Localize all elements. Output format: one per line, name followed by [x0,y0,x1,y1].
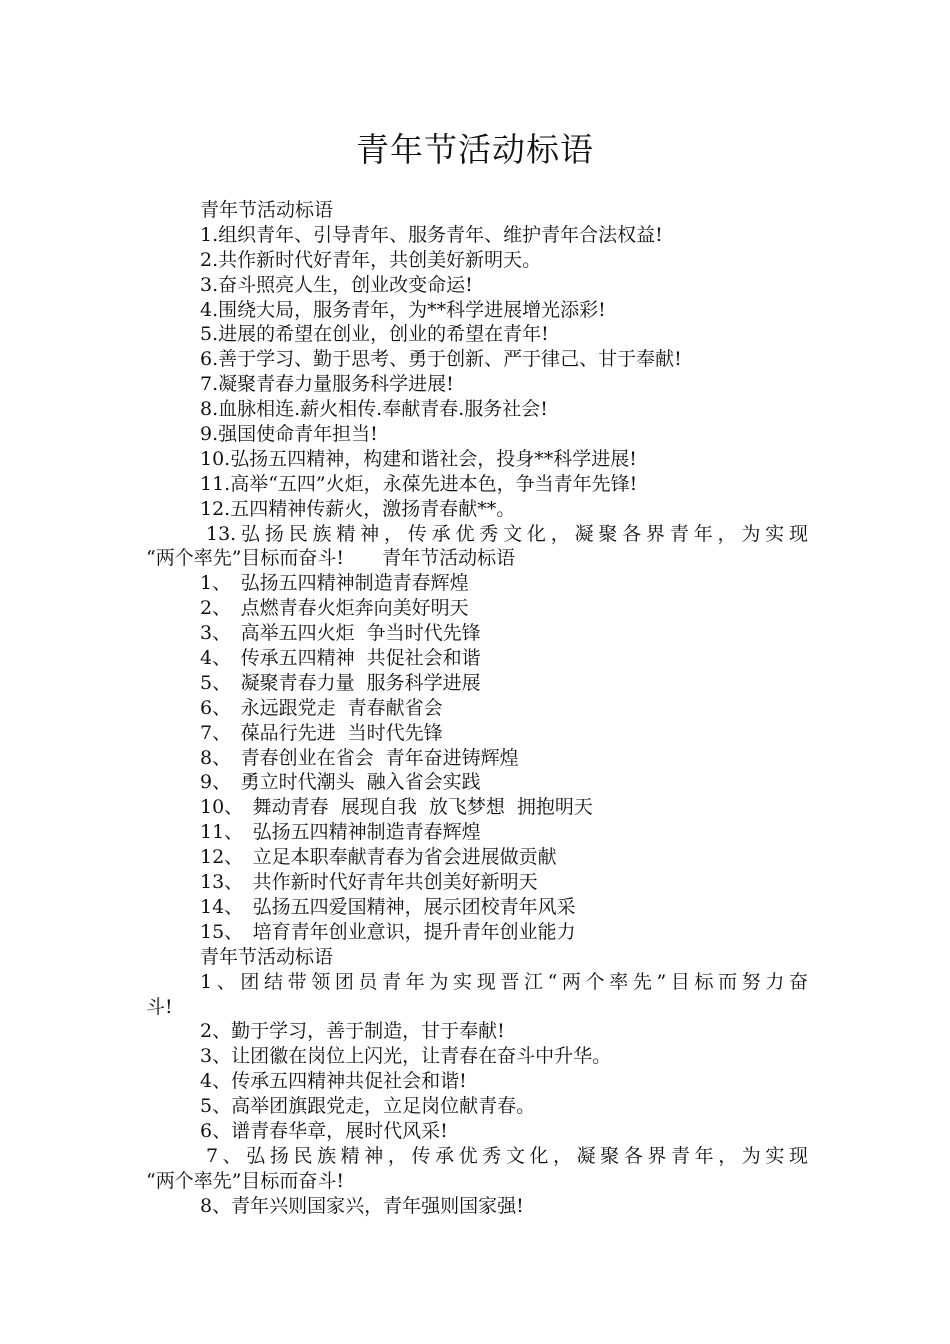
slogan-line: 1.组织青年、引导青年、服务青年、维护青年合法权益! [200,223,663,246]
slogan-line: 3、让团徽在岗位上闪光，让青春在奋斗中升华。 [200,1045,612,1068]
slogan-line: 7.凝聚青春力量服务科学进展! [200,373,454,396]
slogan-line: 5.进展的希望在创业，创业的希望在青年! [200,323,549,346]
slogan-line: 2.共作新时代好青年，共创美好新明天。 [200,248,542,271]
slogan-list-item: 9、 勇立时代潮头 融入省会实践 [200,771,481,794]
slogan-line: 10.弘扬五四精神，构建和谐社会，投身**科学进展! [200,447,637,470]
slogan-list-item: 8、 青春创业在省会 青年奋进铸辉煌 [200,746,519,769]
slogan-line: “两个率先”目标而奋斗! 青年节活动标语 [146,547,516,570]
slogan-line: 11.高举“五四”火炬，永葆先进本色，争当青年先锋! [200,472,638,495]
slogan-list-item: 12、 立足本职奉献青春为省会进展做贡献 [200,846,557,869]
slogan-list-item: 13、 共作新时代好青年共创美好新明天 [200,871,538,894]
slogan-line: 8.血脉相连.薪火相传.奉献青春.服务社会! [200,398,548,421]
slogan-line: 4、传承五四精神共促社会和谐! [200,1070,467,1093]
slogan-line: 6、谱青春华章，展时代风采! [200,1119,448,1142]
section-heading: 青年节活动标语 [200,945,334,968]
document-body [146,198,808,1219]
slogan-line: 6.善于学习、勤于思考、勇于创新、严于律己、甘于奉献! [200,348,682,371]
slogan-list-item: 4、 传承五四精神 共促社会和谐 [200,647,481,670]
slogan-line: 7、弘扬民族精神，传承优秀文化，凝聚各界青年，为实现 [206,1144,808,1167]
slogan-list-item: 6、 永远跟党走 青春献省会 [200,696,443,719]
slogan-line: 9.强国使命青年担当! [200,423,378,446]
slogan-line: 2、勤于学习，善于制造，甘于奉献! [200,1020,505,1043]
slogan-line: 12.五四精神传薪火，激扬青春献**。 [200,497,516,520]
slogan-list-item: 1、 弘扬五四精神制造青春辉煌 [200,572,469,595]
slogan-line: 1、团结带领团员青年为实现晋江“两个率先”目标而努力奋 [200,970,808,993]
slogan-line: “两个率先”目标而奋斗! [146,1169,345,1192]
slogan-list-item: 2、 点燃青春火炬奔向美好明天 [200,597,469,620]
slogan-line: 8、青年兴则国家兴，青年强则国家强! [200,1194,524,1217]
slogan-list-item: 15、 培育青年创业意识，提升青年创业能力 [200,920,576,943]
slogan-line: 13.弘扬民族精神，传承优秀文化，凝聚各界青年，为实现 [206,522,808,545]
document-title: 青年节活动标语 [356,130,594,169]
slogan-list-item: 11、 弘扬五四精神制造青春辉煌 [200,821,481,844]
slogan-list-item: 14、 弘扬五四爱国精神，展示团校青年风采 [200,895,576,918]
slogan-line: 5、高举团旗跟党走，立足岗位献青春。 [200,1095,536,1118]
slogan-list-item: 3、 高举五四火炬 争当时代先锋 [200,622,481,645]
slogan-line: 斗! [146,995,173,1018]
slogan-list-item: 5、 凝聚青春力量 服务科学进展 [200,671,481,694]
slogan-line: 3.奋斗照亮人生，创业改变命运! [200,273,473,296]
section-heading: 青年节活动标语 [200,199,334,221]
slogan-list-item: 10、 舞动青春 展现自我 放飞梦想 拥抱明天 [200,796,593,819]
slogan-list-item: 7、 葆品行先进 当时代先锋 [200,721,443,744]
slogan-line: 4.围绕大局，服务青年，为**科学进展增光添彩! [200,298,606,321]
